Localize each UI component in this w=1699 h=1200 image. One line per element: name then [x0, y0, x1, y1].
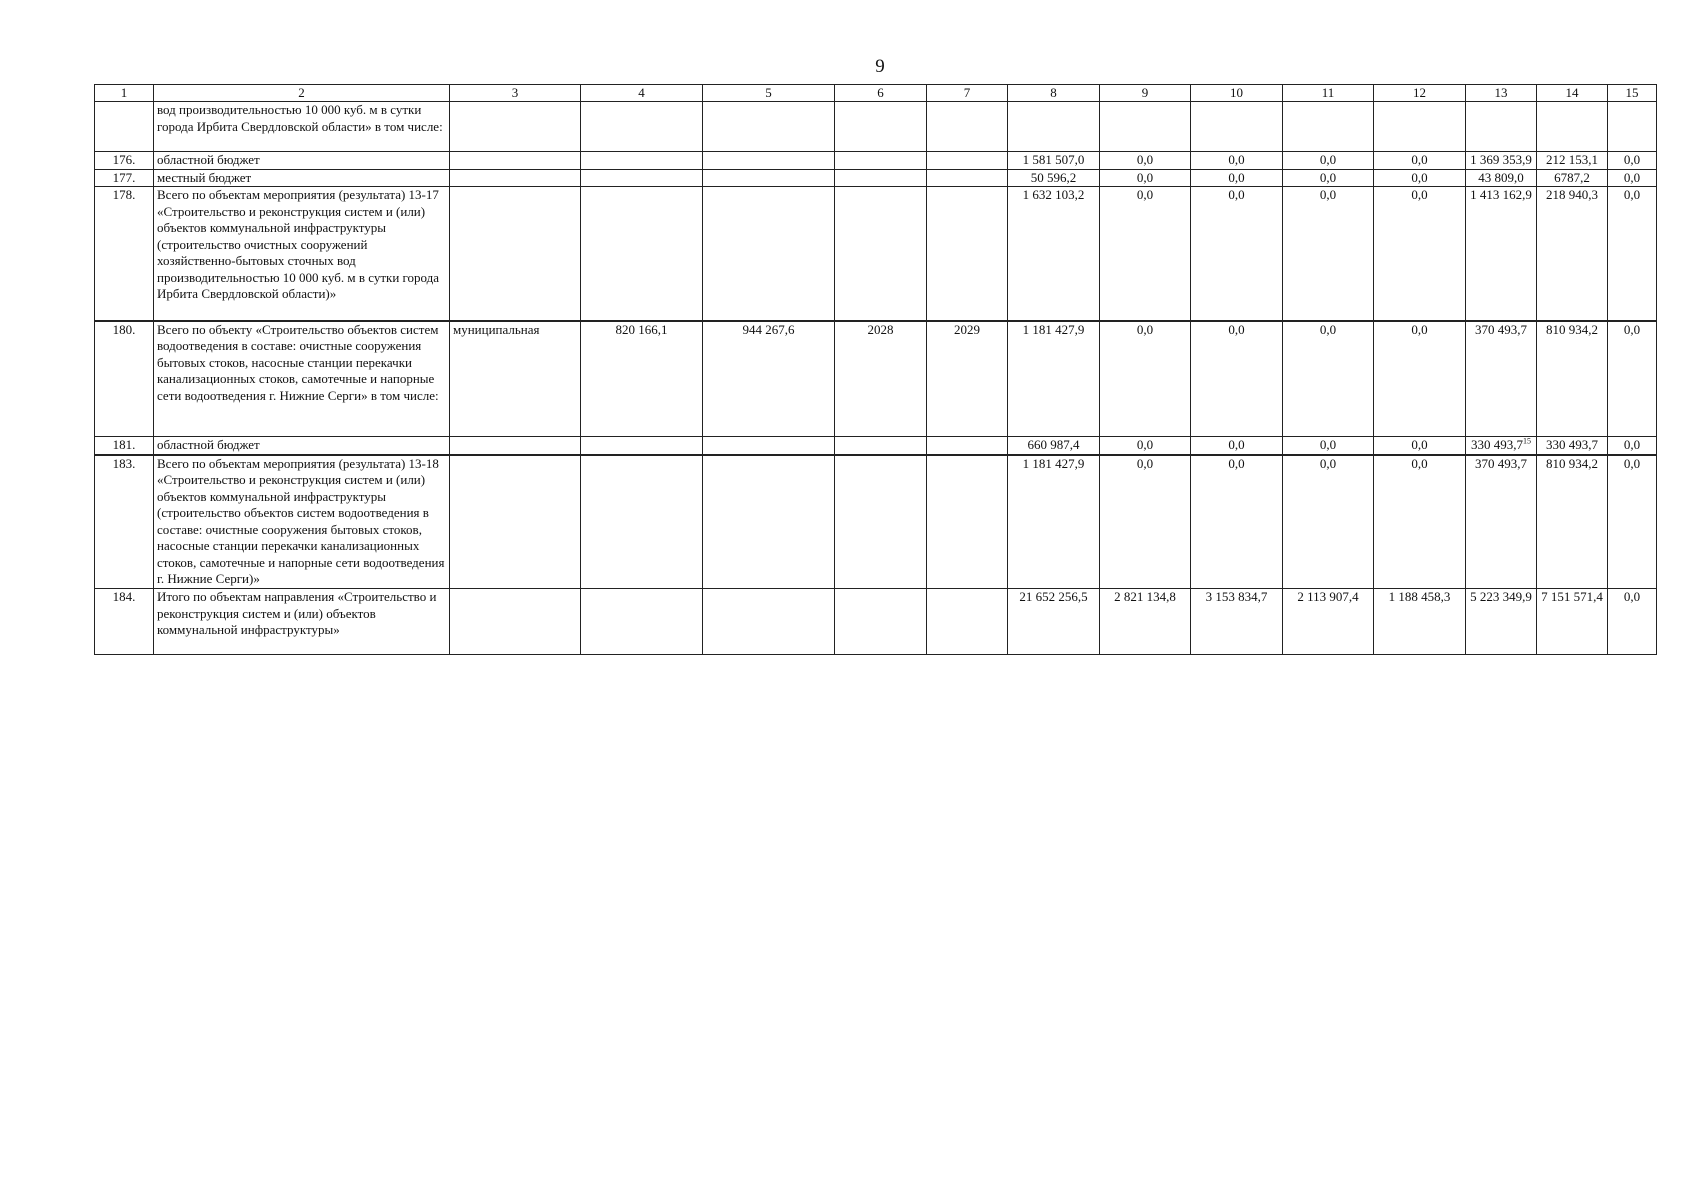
- cell-year-end: [927, 187, 1008, 321]
- cell-value: 2 821 134,8: [1100, 589, 1191, 655]
- cell-value: [1466, 102, 1537, 152]
- cell-ownership: [450, 437, 581, 455]
- cell-year-start: [835, 152, 927, 170]
- cell-year-start: [835, 589, 927, 655]
- cell-value: [703, 152, 835, 170]
- cell-value: 0,0: [1283, 321, 1374, 437]
- cell-year-end: [927, 102, 1008, 152]
- row-number: 184.: [95, 589, 154, 655]
- cell-value: [1374, 102, 1466, 152]
- cell-year-start: [835, 169, 927, 187]
- cell-value: 0,0: [1283, 152, 1374, 170]
- cell-value: 0,0: [1191, 455, 1283, 589]
- row-number: 180.: [95, 321, 154, 437]
- cell-year-end: [927, 169, 1008, 187]
- cell-ownership: [450, 589, 581, 655]
- cell-total: [1008, 102, 1100, 152]
- cell-value: 820 166,1: [581, 321, 703, 437]
- cell-value: 1 413 162,9: [1466, 187, 1537, 321]
- cell-value: [1537, 102, 1608, 152]
- cell-value: 0,0: [1374, 169, 1466, 187]
- cell-total: 21 652 256,5: [1008, 589, 1100, 655]
- cell-year-end: [927, 152, 1008, 170]
- row-name: Итого по объектам направления «Строительство и реконструкция систем и (или) объектов коммунальной инфраструктуры»: [154, 589, 450, 655]
- cell-value: [703, 169, 835, 187]
- cell-year-start: [835, 437, 927, 455]
- cell-value: 43 809,0: [1466, 169, 1537, 187]
- cell-value: 0,0: [1283, 437, 1374, 455]
- cell-value: 944 267,6: [703, 321, 835, 437]
- cell-value: [1283, 102, 1374, 152]
- column-header: 2: [154, 85, 450, 102]
- cell-value: 0,0: [1374, 152, 1466, 170]
- cell-ownership: [450, 187, 581, 321]
- column-header: 12: [1374, 85, 1466, 102]
- row-number: 181.: [95, 437, 154, 455]
- column-header: 10: [1191, 85, 1283, 102]
- cell-value: [703, 589, 835, 655]
- cell-value: [581, 169, 703, 187]
- table-row: [95, 152, 1657, 170]
- cell-value: 0,0: [1283, 169, 1374, 187]
- cell-value: [703, 102, 835, 152]
- column-header: 15: [1608, 85, 1657, 102]
- cell-value: 212 153,1: [1537, 152, 1608, 170]
- cell-value: 330 493,7: [1537, 437, 1608, 455]
- cell-value: 0,0: [1608, 187, 1657, 321]
- cell-value: 0,0: [1608, 169, 1657, 187]
- cell-value: [581, 437, 703, 455]
- cell-value: 0,0: [1608, 437, 1657, 455]
- cell-total: 1 181 427,9: [1008, 321, 1100, 437]
- column-header: 14: [1537, 85, 1608, 102]
- table-row: [95, 102, 1657, 152]
- column-header: 4: [581, 85, 703, 102]
- cell-value: [703, 437, 835, 455]
- cell-value: 2 113 907,4: [1283, 589, 1374, 655]
- cell-value: 0,0: [1191, 152, 1283, 170]
- cell-value: 0,0: [1191, 187, 1283, 321]
- cell-value: 0,0: [1191, 437, 1283, 455]
- cell-value: 7 151 571,4: [1537, 589, 1608, 655]
- cell-value-text: 330 493,7: [1471, 437, 1523, 452]
- table-row: [95, 437, 1657, 455]
- cell-value: [703, 455, 835, 589]
- table-row: [95, 169, 1657, 187]
- row-number: 178.: [95, 187, 154, 321]
- table-header-row: [95, 85, 1657, 102]
- budget-table: [94, 84, 1657, 655]
- cell-total: 1 632 103,2: [1008, 187, 1100, 321]
- cell-value: 1 188 458,3: [1374, 589, 1466, 655]
- cell-total: 1 581 507,0: [1008, 152, 1100, 170]
- cell-total: 660 987,4: [1008, 437, 1100, 455]
- cell-value: 218 940,3: [1537, 187, 1608, 321]
- row-name: Всего по объектам мероприятия (результата) 13-18 «Строительство и реконструкция систем и (или) объектов коммунальной инфраструктуры (строительство объектов систем водоотведения в составе: очистные сооружения бытовых стоков, насосные станции перекачки канализационных стоков, самотечные и напорные сети водоотведения г. Нижние Серги)»: [154, 455, 450, 589]
- row-number: 176.: [95, 152, 154, 170]
- cell-ownership: муниципальная: [450, 321, 581, 437]
- row-name: местный бюджет: [154, 169, 450, 187]
- cell-year-start: 2028: [835, 321, 927, 437]
- cell-value: 1 369 353,9: [1466, 152, 1537, 170]
- row-name: Всего по объекту «Строительство объектов систем водоотведения в составе: очистные сооружения бытовых стоков, насосные станции перекачки канализационных стоков, самотечные и напорные сети водоотведения г. Нижние Серги» в том числе:: [154, 321, 450, 437]
- cell-value: 0,0: [1374, 437, 1466, 455]
- cell-value: 0,0: [1100, 321, 1191, 437]
- cell-value: [1191, 102, 1283, 152]
- table-row: [95, 321, 1657, 437]
- row-name: областной бюджет: [154, 152, 450, 170]
- cell-value: 0,0: [1191, 321, 1283, 437]
- cell-value: 0,0: [1283, 455, 1374, 589]
- table-row: [95, 589, 1657, 655]
- cell-total: 1 181 427,9: [1008, 455, 1100, 589]
- cell-value: 0,0: [1608, 455, 1657, 589]
- cell-value: [581, 455, 703, 589]
- cell-value: 0,0: [1100, 187, 1191, 321]
- cell-value: 0,0: [1374, 321, 1466, 437]
- row-name: вод производительностью 10 000 куб. м в сутки города Ирбита Свердловской области» в том числе:: [154, 102, 450, 152]
- cell-value: 810 934,2: [1537, 321, 1608, 437]
- cell-year-end: 2029: [927, 321, 1008, 437]
- cell-ownership: [450, 152, 581, 170]
- row-number: [95, 102, 154, 152]
- page-number: 9: [875, 56, 885, 77]
- cell-value: 370 493,7: [1466, 455, 1537, 589]
- table-row: [95, 455, 1657, 589]
- cell-ownership: [450, 169, 581, 187]
- cell-value: [703, 187, 835, 321]
- row-number: 177.: [95, 169, 154, 187]
- cell-value: 0,0: [1283, 187, 1374, 321]
- cell-value: 0,0: [1608, 589, 1657, 655]
- cell-year-start: [835, 102, 927, 152]
- cell-value: 0,0: [1100, 152, 1191, 170]
- cell-value: 0,0: [1100, 437, 1191, 455]
- cell-value: [1608, 102, 1657, 152]
- cell-value: [581, 152, 703, 170]
- cell-value: 0,0: [1191, 169, 1283, 187]
- cell-value: [581, 187, 703, 321]
- cell-value: 810 934,2: [1537, 455, 1608, 589]
- table-row: [95, 187, 1657, 321]
- cell-total: 50 596,2: [1008, 169, 1100, 187]
- column-header: 7: [927, 85, 1008, 102]
- row-name: областной бюджет: [154, 437, 450, 455]
- cell-value: 5 223 349,9: [1466, 589, 1537, 655]
- cell-value: 0,0: [1100, 169, 1191, 187]
- column-header: 6: [835, 85, 927, 102]
- cell-value: 0,0: [1374, 187, 1466, 321]
- cell-value: 0,0: [1374, 455, 1466, 589]
- cell-year-end: [927, 437, 1008, 455]
- row-name: Всего по объектам мероприятия (результата) 13-17 «Строительство и реконструкция систем и (или) объектов коммунальной инфраструктуры (строительство очистных сооружений хозяйственно-бытовых сточных вод производительностью 10 000 куб. м в сутки города Ирбита Свердловской области)»: [154, 187, 450, 321]
- cell-ownership: [450, 102, 581, 152]
- cell-year-end: [927, 589, 1008, 655]
- column-header: 8: [1008, 85, 1100, 102]
- cell-year-start: [835, 455, 927, 589]
- cell-value: 0,0: [1608, 152, 1657, 170]
- footnote-marker: 15: [1523, 436, 1531, 446]
- column-header: 1: [95, 85, 154, 102]
- column-header: 11: [1283, 85, 1374, 102]
- cell-year-end: [927, 455, 1008, 589]
- cell-value: [581, 102, 703, 152]
- column-header: 5: [703, 85, 835, 102]
- cell-value: 3 153 834,7: [1191, 589, 1283, 655]
- cell-value: [1100, 102, 1191, 152]
- cell-value: 0,0: [1608, 321, 1657, 437]
- cell-value: [581, 589, 703, 655]
- column-header: 13: [1466, 85, 1537, 102]
- cell-value: 370 493,7: [1466, 321, 1537, 437]
- cell-value: 6787,2: [1537, 169, 1608, 187]
- row-number: 183.: [95, 455, 154, 589]
- column-header: 9: [1100, 85, 1191, 102]
- cell-value: 0,0: [1100, 455, 1191, 589]
- cell-ownership: [450, 455, 581, 589]
- cell-year-start: [835, 187, 927, 321]
- column-header: 3: [450, 85, 581, 102]
- cell-value: [1466, 437, 1537, 455]
